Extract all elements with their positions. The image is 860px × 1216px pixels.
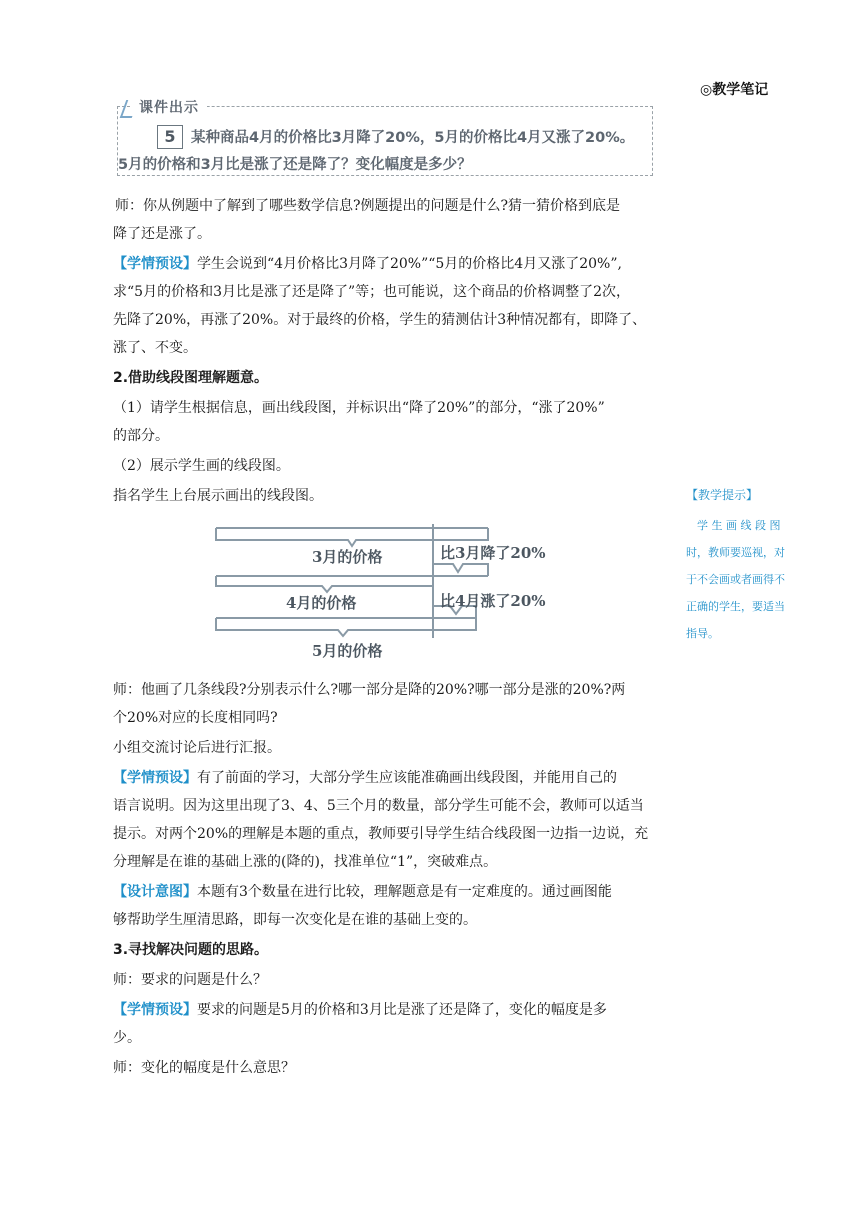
text-line: 少。 — [113, 1030, 141, 1046]
text-line: 涨了、不变。 — [113, 340, 197, 356]
paragraph — [113, 250, 659, 278]
text-line: 有了前面的学习，大部分学生应该能准确画出线段图，并能用自己的 — [197, 770, 617, 786]
design-intent-tag: 【设计意图】 — [113, 884, 197, 900]
line-segment-diagram — [200, 520, 570, 670]
march-price-label: 3月的价格 — [312, 548, 383, 566]
student-prediction-tag: 【学情预设】 — [113, 770, 197, 786]
april-diff-label: 比4月涨了20% — [440, 592, 546, 610]
text-line: 个20%对应的长度相同吗? — [113, 710, 278, 726]
courseware-problem-line2: 5月的价格和3月比是涨了还是降了？变化幅度是多少？ — [118, 157, 472, 173]
section-heading: 3.寻找解决问题的思路。 — [113, 942, 269, 958]
text-line: 师：他画了几条线段?分别表示什么?哪一部分是降的20%?哪一部分是涨的20%?两 — [113, 682, 626, 698]
paragraph — [113, 764, 659, 792]
text-line: 学生会说到“4月价格比3月降了20%”“5月的价格比4月又涨了20%”, — [197, 256, 622, 272]
text-line: 师：变化的幅度是什么意思？ — [113, 1060, 295, 1076]
text-line: 分理解是在谁的基础上涨的(降的)，找准单位“1”，突破难点。 — [113, 854, 498, 870]
text-line: 的部分。 — [113, 428, 169, 444]
may-brace — [216, 618, 476, 636]
text-line: 求“5月的价格和3月比是涨了还是降了”等；也可能说，这个商品的价格调整了2次， — [113, 284, 631, 300]
text-line: 师：你从例题中了解到了哪些数学信息?例题提出的问题是什么?猜一猜价格到底是 — [115, 198, 621, 214]
section-heading: 2.借助线段图理解题意。 — [113, 370, 269, 386]
tip-line: 指导。 — [686, 627, 719, 640]
teaching-notes-title: ◎教学笔记 — [700, 82, 769, 98]
text-line: （1）请学生根据信息，画出线段图，并标识出“降了20%”的部分，“涨了20%” — [113, 400, 605, 416]
march-decrease-brace — [433, 564, 488, 576]
april-price-label: 4月的价格 — [286, 594, 357, 612]
text-line: 小组交流讨论后进行汇报。 — [113, 740, 281, 756]
text-line: 本题有3个数量在进行比较，理解题意是有一定难度的。通过画图能 — [197, 884, 612, 900]
march-diff-label: 比3月降了20% — [440, 544, 546, 562]
text-line: 先降了20%，再涨了20%。对于最终的价格，学生的猜测估计3种情况都有，即降了、 — [113, 312, 647, 328]
text-line: 师：要求的问题是什么？ — [113, 972, 267, 988]
tip-line: 于不会画或者画得不 — [686, 573, 785, 586]
april-brace — [216, 576, 433, 592]
teaching-tip-body — [686, 512, 808, 647]
may-price-label: 5月的价格 — [312, 642, 383, 660]
text-line: 提示。对两个20%的理解是本题的重点，教师要引导学生结合线段图一边指一边说，充 — [113, 826, 649, 842]
tip-line: 正确的学生，要适当 — [686, 600, 785, 613]
example-number-badge: 5 — [157, 125, 183, 149]
teaching-tip-title: 【教学提示】 — [686, 488, 759, 502]
text-line: 语言说明。因为这里出现了3、4、5三个月的数量，部分学生可能不会，教师可以适当 — [113, 798, 644, 814]
paragraph — [113, 220, 659, 248]
student-prediction-tag: 【学情预设】 — [113, 1002, 197, 1018]
text-line: 要求的问题是5月的价格和3月比是涨了还是降了，变化的幅度是多 — [197, 1002, 607, 1018]
courseware-label: 课件出示 — [131, 98, 207, 118]
courseware-problem-line1: 某种商品4月的价格比3月降了20%，5月的价格比4月又涨了20%。 — [191, 130, 635, 146]
text-line: 指名学生上台展示画出的线段图。 — [113, 488, 323, 504]
tip-line: 时，教师要巡视，对 — [686, 546, 785, 559]
student-prediction-tag: 【学情预设】 — [113, 256, 197, 272]
text-line: （2）展示学生画的线段图。 — [113, 458, 290, 474]
paragraph — [113, 878, 659, 906]
tip-line: 学 生 画 线 段 图 — [686, 519, 781, 532]
text-line: 够帮助学生厘清思路，即每一次变化是在谁的基础上变的。 — [113, 912, 477, 928]
paragraph — [113, 996, 659, 1024]
text-line: 降了还是涨了。 — [113, 226, 211, 242]
paragraph — [113, 192, 659, 220]
